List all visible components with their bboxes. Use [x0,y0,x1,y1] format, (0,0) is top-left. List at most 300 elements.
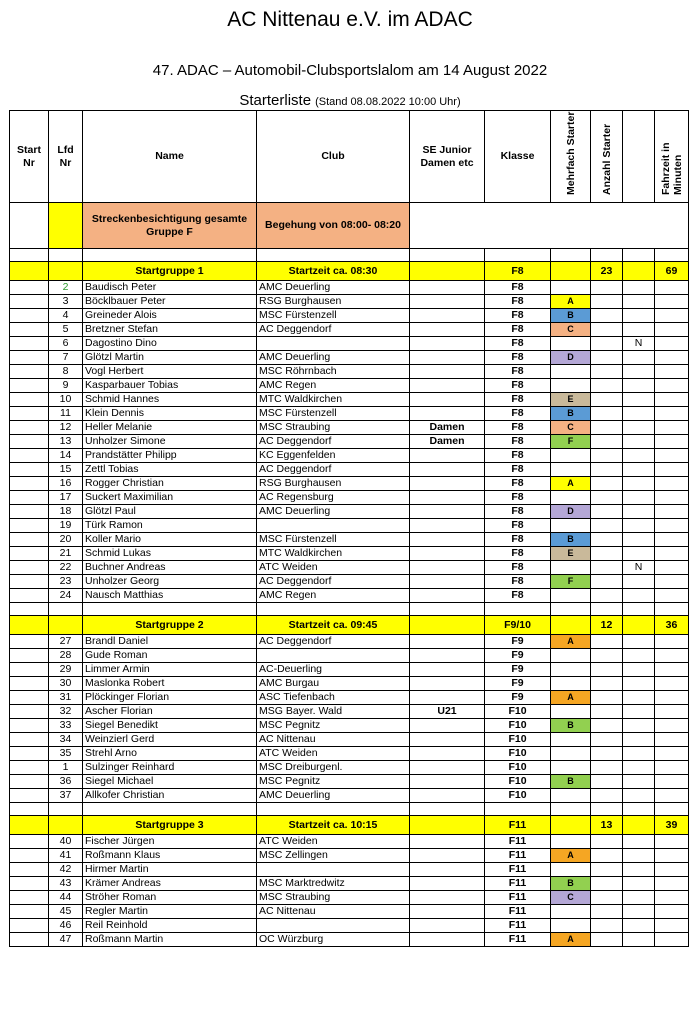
n-marker [623,775,655,789]
group-cell [49,616,83,635]
anzahl-cell [591,575,623,589]
document-title: AC Nittenau e.V. im ADAC [227,8,473,31]
table-row [10,761,689,775]
start-nr-cell [10,393,49,407]
fahrzeit-cell [655,691,689,705]
table-row [10,421,689,435]
se-category [410,733,485,747]
club-name: AC Regensburg [257,491,410,505]
fahrzeit-cell [655,449,689,463]
start-nr-cell [10,435,49,449]
se-category [410,589,485,603]
se-category [410,351,485,365]
spacer-cell [591,249,623,262]
fahrzeit-cell [655,281,689,295]
table-row [10,477,689,491]
mehrfach-badge: A [551,295,591,309]
se-category: Damen [410,421,485,435]
mehrfach-badge: A [551,691,591,705]
lfd-nr: 47 [49,933,83,947]
start-nr-cell [10,491,49,505]
se-category [410,835,485,849]
group-anzahl: 12 [591,616,623,635]
n-marker [623,849,655,863]
group-time: Startzeit ca. 10:15 [257,816,410,835]
group-cell [410,262,485,281]
mehrfach-badge [551,519,591,533]
header-anzahl-text: Anzahl Starter [600,123,613,195]
se-category [410,295,485,309]
driver-name: Plöckinger Florian [83,691,257,705]
lfd-nr: 3 [49,295,83,309]
fahrzeit-cell [655,863,689,877]
lfd-nr: 13 [49,435,83,449]
starter-table [9,110,689,947]
anzahl-cell [591,477,623,491]
klasse: F8 [485,477,551,491]
lfd-nr: 6 [49,337,83,351]
driver-name: Heller Melanie [83,421,257,435]
lfd-nr: 11 [49,407,83,421]
club-name: AC Deggendorf [257,435,410,449]
fahrzeit-cell [655,435,689,449]
fahrzeit-cell [655,561,689,575]
driver-name: Schmid Lukas [83,547,257,561]
klasse: F9 [485,635,551,649]
n-marker [623,649,655,663]
start-nr-cell [10,365,49,379]
info-empty-1 [10,203,49,249]
begehung: Begehung von 08:00- 08:20 [257,203,410,249]
anzahl-cell [591,719,623,733]
fahrzeit-cell [655,835,689,849]
mehrfach-badge: A [551,635,591,649]
se-category [410,379,485,393]
header-name: Name [83,111,257,203]
anzahl-cell [591,407,623,421]
header-start-nr: Start Nr [10,111,49,203]
spacer-cell [623,249,655,262]
klasse: F10 [485,719,551,733]
spacer-cell [655,603,689,616]
n-marker [623,295,655,309]
klasse: F11 [485,835,551,849]
driver-name: Kasparbauer Tobias [83,379,257,393]
fahrzeit-cell [655,719,689,733]
anzahl-cell [591,677,623,691]
driver-name: Baudisch Peter [83,281,257,295]
se-category [410,863,485,877]
group-cell [551,816,591,835]
table-row [10,775,689,789]
se-category [410,747,485,761]
n-marker [623,919,655,933]
lfd-nr: 9 [49,379,83,393]
club-name: AC Deggendorf [257,323,410,337]
se-category [410,919,485,933]
table-row [10,435,689,449]
fahrzeit-cell [655,365,689,379]
klasse: F11 [485,891,551,905]
se-category [410,281,485,295]
klasse: F11 [485,849,551,863]
n-marker [623,323,655,337]
mehrfach-badge [551,281,591,295]
spacer-cell [49,803,83,816]
spacer-cell [551,603,591,616]
driver-name: Glötzl Paul [83,505,257,519]
lfd-nr: 30 [49,677,83,691]
table-row [10,407,689,421]
start-nr-cell [10,281,49,295]
anzahl-cell [591,365,623,379]
start-nr-cell [10,705,49,719]
se-category [410,547,485,561]
lfd-nr: 29 [49,663,83,677]
driver-name: Glötzl Martin [83,351,257,365]
n-marker [623,635,655,649]
klasse: F8 [485,463,551,477]
fahrzeit-cell [655,733,689,747]
start-nr-cell [10,919,49,933]
start-nr-cell [10,533,49,547]
driver-name: Limmer Armin [83,663,257,677]
mehrfach-badge [551,379,591,393]
driver-name: Fischer Jürgen [83,835,257,849]
starterliste-label: Starterliste [239,92,312,109]
club-name: AMC Regen [257,589,410,603]
club-name: MSC Fürstenzell [257,407,410,421]
table-row [10,789,689,803]
fahrzeit-cell [655,351,689,365]
start-nr-cell [10,849,49,863]
n-marker [623,365,655,379]
anzahl-cell [591,663,623,677]
lfd-nr: 14 [49,449,83,463]
anzahl-cell [591,435,623,449]
fahrzeit-cell [655,849,689,863]
header-mehrfach-text: Mehrfach Starter [564,111,577,195]
table-row [10,295,689,309]
table-row [10,663,689,677]
group-cell [10,262,49,281]
klasse: F8 [485,449,551,463]
spacer-cell [410,249,485,262]
klasse: F8 [485,519,551,533]
fahrzeit-cell [655,477,689,491]
anzahl-cell [591,379,623,393]
se-category [410,635,485,649]
group-header-row [10,616,689,635]
se-category [410,505,485,519]
n-marker [623,449,655,463]
mehrfach-badge [551,835,591,849]
anzahl-cell [591,519,623,533]
header-fahrzeit-text: Fahrzeit in Minuten [659,142,684,195]
table-row [10,705,689,719]
driver-name: Siegel Benedikt [83,719,257,733]
anzahl-cell [591,505,623,519]
club-name: RSG Burghausen [257,477,410,491]
group-cell [10,616,49,635]
fahrzeit-cell [655,747,689,761]
lfd-nr: 35 [49,747,83,761]
mehrfach-badge: B [551,407,591,421]
mehrfach-badge: B [551,719,591,733]
mehrfach-badge: B [551,309,591,323]
start-nr-cell [10,789,49,803]
start-nr-cell [10,775,49,789]
club-name: ATC Weiden [257,561,410,575]
mehrfach-badge: F [551,575,591,589]
spacer-cell [83,803,257,816]
club-name: MSC Fürstenzell [257,309,410,323]
start-nr-cell [10,323,49,337]
klasse: F8 [485,351,551,365]
club-name: MTC Waldkirchen [257,547,410,561]
anzahl-cell [591,789,623,803]
se-category [410,393,485,407]
se-category [410,877,485,891]
club-name: AC Nittenau [257,905,410,919]
spacer-cell [623,603,655,616]
klasse: F8 [485,533,551,547]
anzahl-cell [591,421,623,435]
klasse: F8 [485,365,551,379]
klasse: F11 [485,919,551,933]
driver-name: Prandstätter Philipp [83,449,257,463]
n-marker [623,463,655,477]
group-time: Startzeit ca. 08:30 [257,262,410,281]
se-category [410,407,485,421]
lfd-nr: 36 [49,775,83,789]
anzahl-cell [591,635,623,649]
table-row [10,919,689,933]
table-row [10,491,689,505]
table-row [10,649,689,663]
mehrfach-badge: C [551,891,591,905]
table-row [10,863,689,877]
spacer-cell [257,803,410,816]
anzahl-cell [591,295,623,309]
club-name: ASC Tiefenbach [257,691,410,705]
fahrzeit-cell [655,295,689,309]
group-name: Startgruppe 2 [83,616,257,635]
fahrzeit-cell [655,323,689,337]
mehrfach-badge: A [551,933,591,947]
se-category [410,337,485,351]
driver-name: Ströher Roman [83,891,257,905]
n-marker [623,835,655,849]
fahrzeit-cell [655,491,689,505]
table-row [10,337,689,351]
table-row [10,891,689,905]
se-category [410,323,485,337]
lfd-nr: 31 [49,691,83,705]
club-name: AMC Regen [257,379,410,393]
fahrzeit-cell [655,309,689,323]
se-category [410,761,485,775]
n-marker [623,533,655,547]
klasse: F8 [485,393,551,407]
anzahl-cell [591,589,623,603]
driver-name: Türk Ramon [83,519,257,533]
n-marker [623,309,655,323]
fahrzeit-cell [655,463,689,477]
se-category [410,533,485,547]
n-marker [623,677,655,691]
anzahl-cell [591,733,623,747]
se-category [410,491,485,505]
se-category [410,477,485,491]
spacer-cell [623,803,655,816]
n-marker [623,491,655,505]
group-name: Startgruppe 1 [83,262,257,281]
n-marker [623,905,655,919]
lfd-nr: 17 [49,491,83,505]
lfd-nr: 18 [49,505,83,519]
start-nr-cell [10,463,49,477]
driver-name: Suckert Maximilian [83,491,257,505]
club-name: MSC Dreiburgenl. [257,761,410,775]
driver-name: Brandl Daniel [83,635,257,649]
table-row [10,691,689,705]
se-category [410,649,485,663]
driver-name: Buchner Andreas [83,561,257,575]
klasse: F8 [485,309,551,323]
anzahl-cell [591,449,623,463]
fahrzeit-cell [655,575,689,589]
mehrfach-badge: A [551,477,591,491]
anzahl-cell [591,281,623,295]
mehrfach-badge [551,561,591,575]
driver-name: Siegel Michael [83,775,257,789]
spacer-cell [10,249,49,262]
fahrzeit-cell [655,421,689,435]
spacer-cell [83,249,257,262]
start-nr-cell [10,547,49,561]
table-row [10,835,689,849]
klasse: F8 [485,547,551,561]
group-cell [623,816,655,835]
driver-name: Koller Mario [83,533,257,547]
group-cell [551,616,591,635]
fahrzeit-cell [655,891,689,905]
club-name: MTC Waldkirchen [257,393,410,407]
lfd-nr: 42 [49,863,83,877]
start-nr-cell [10,505,49,519]
lfd-nr: 15 [49,463,83,477]
club-name [257,919,410,933]
start-nr-cell [10,519,49,533]
club-name: MSC Straubing [257,421,410,435]
klasse: F10 [485,747,551,761]
spacer-cell [257,603,410,616]
mehrfach-badge [551,863,591,877]
driver-name: Allkofer Christian [83,789,257,803]
n-marker [623,407,655,421]
mehrfach-badge: B [551,877,591,891]
fahrzeit-cell [655,407,689,421]
spacer-cell [410,603,485,616]
table-row [10,635,689,649]
club-name: RSG Burghausen [257,295,410,309]
group-cell [10,816,49,835]
klasse: F9 [485,677,551,691]
start-nr-cell [10,691,49,705]
n-marker [623,281,655,295]
anzahl-cell [591,337,623,351]
driver-name: Roßmann Klaus [83,849,257,863]
n-marker [623,519,655,533]
table-row [10,547,689,561]
spacer-cell [49,603,83,616]
fahrzeit-cell [655,933,689,947]
fahrzeit-cell [655,761,689,775]
mehrfach-badge [551,905,591,919]
driver-name: Gude Roman [83,649,257,663]
anzahl-cell [591,849,623,863]
club-name: MSC Röhrnbach [257,365,410,379]
driver-name: Unholzer Simone [83,435,257,449]
se-category [410,933,485,947]
se-category [410,849,485,863]
anzahl-cell [591,351,623,365]
lfd-nr: 7 [49,351,83,365]
lfd-nr: 4 [49,309,83,323]
mehrfach-badge [551,747,591,761]
table-row [10,733,689,747]
spacer-row [10,603,689,616]
klasse: F9 [485,649,551,663]
mehrfach-badge: B [551,775,591,789]
fahrzeit-cell [655,919,689,933]
driver-name: Reil Reinhold [83,919,257,933]
driver-name: Rogger Christian [83,477,257,491]
start-nr-cell [10,477,49,491]
n-marker [623,933,655,947]
table-row [10,575,689,589]
lfd-nr: 34 [49,733,83,747]
se-category [410,463,485,477]
table-row [10,677,689,691]
anzahl-cell [591,547,623,561]
group-header-row [10,262,689,281]
info-row [10,203,689,249]
club-name: AMC Deuerling [257,281,410,295]
club-name: AMC Burgau [257,677,410,691]
mehrfach-badge: D [551,505,591,519]
lfd-nr: 32 [49,705,83,719]
n-marker [623,733,655,747]
anzahl-cell [591,561,623,575]
lfd-nr: 2 [49,281,83,295]
fahrzeit-cell [655,649,689,663]
klasse: F10 [485,705,551,719]
mehrfach-badge [551,463,591,477]
start-nr-cell [10,747,49,761]
fahrzeit-cell [655,663,689,677]
spacer-cell [10,603,49,616]
driver-name: Zettl Tobias [83,463,257,477]
club-name [257,337,410,351]
spacer-cell [551,249,591,262]
lfd-nr: 41 [49,849,83,863]
mehrfach-badge [551,449,591,463]
table-row [10,323,689,337]
club-name: ATC Weiden [257,835,410,849]
group-fahrzeit: 36 [655,616,689,635]
